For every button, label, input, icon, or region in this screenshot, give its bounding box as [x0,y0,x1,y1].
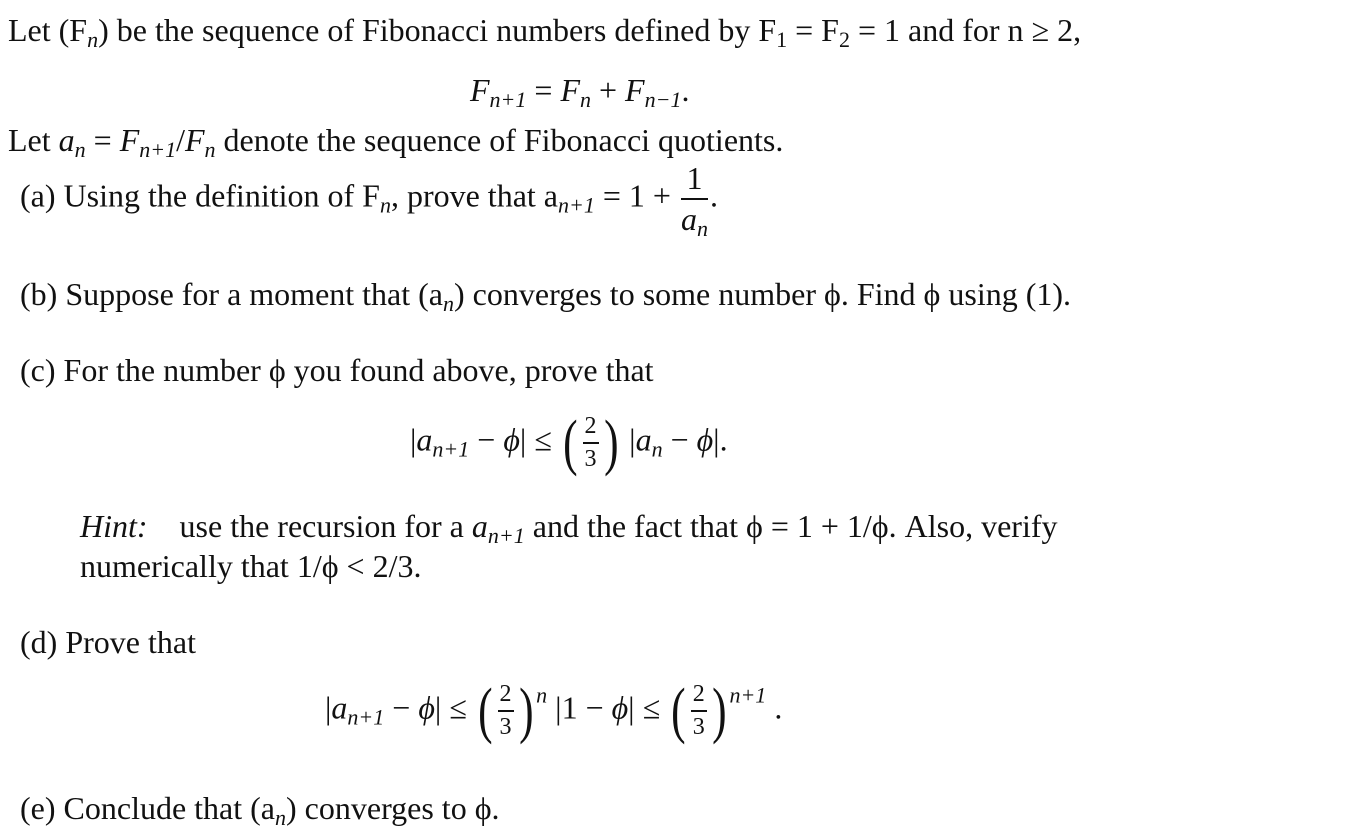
fraction-one-over-an: $\frac{1}{a_n}$ [680,160,708,241]
part-e-text-2: ) converges to ϕ. [286,790,500,826]
part-a-label: (a) [20,177,56,214]
frac-numerator: 1 [681,162,708,200]
intro-line: Let $(F_n)$ be the sequence of Fibonacci numbers defined by $F_1 = F_2 = 1$ and for n ≥ 2, [8,12,1082,52]
hint-label: Hint: [80,508,148,544]
frac-denominator: a [680,200,697,237]
part-d [20,626,196,658]
part-c-inequality: $|a_{n+1} - \phi|$ ≤ ( $\frac{2}{3}$ ) $|a_n - \phi|$. [410,409,728,477]
part-a-text: Using the definition of F [63,177,380,214]
part-d-label: (d) [20,624,58,660]
part-a-text-2: , prove that a [390,177,558,214]
intro-text-2: ) be the sequence of Fibonacci numbers defined by F [98,12,777,48]
intro-text-3: = F [787,12,839,48]
part-b: (b) Suppose for a moment that $(a_n)$ converges to some number ϕ. Find ϕ using (1). [20,276,1072,316]
hint-line-1: Hint: use the recursion for a $a_{n+1}$ and the fact that ϕ = 1 + 1/ϕ. Also, verify [80,508,1058,548]
hint-line-2 [80,550,421,582]
part-a-rhs: = 1 + [602,177,671,214]
part-b-label: (b) [20,276,58,312]
part-e: (e) Conclude that $(a_n)$ converges to ϕ. [20,790,500,830]
hint-text: use the recursion for a [179,508,464,544]
frac-two: 2 [583,414,599,443]
hint-text-3: numerically that 1/ϕ < 2/3. [80,548,422,584]
part-c-text: For the number ϕ you found above, prove that [63,352,654,388]
exponent-n: n [536,682,548,708]
part-e-text: Conclude that (a [63,790,275,826]
frac-three: 3 [584,445,597,472]
hint-text-2: and the fact that ϕ = 1 + 1/ϕ. Also, verify [532,508,1058,544]
part-b-text-2: ) converges to some number ϕ. Find ϕ using (1). [454,276,1072,312]
part-d-inequality: $|a_{n+1} - \phi|$ ≤ ( $\frac{2}{3}$ ) $^n$ |1 − ϕ| ≤ ( $\frac{2}{3}$ ) $^{n+1}$ . [325,677,783,745]
part-d-text: Prove that [65,624,196,660]
quotient-definition: Let $a_n = F_{n+1}/F_n$ denote the sequence of Fibonacci quotients. [8,122,784,162]
part-b-text: Suppose for a moment that (a [65,276,443,312]
part-c-label: (c) [20,352,56,388]
intro-text-1: Let (F [8,12,88,48]
intro-text-4: = 1 and for n ≥ 2, [849,12,1082,48]
exponent-n-plus-1: n+1 [729,682,767,708]
part-e-label: (e) [20,790,56,826]
part-c [20,354,654,386]
part-a: (a) Using the definition of $F_n$, prove that $a_{n+1} = 1$ + $\frac{1}{a_n}$ . [20,160,718,241]
recurrence-equation: $F_{n+1} = F_n + F_{n-1}$. [470,72,690,112]
